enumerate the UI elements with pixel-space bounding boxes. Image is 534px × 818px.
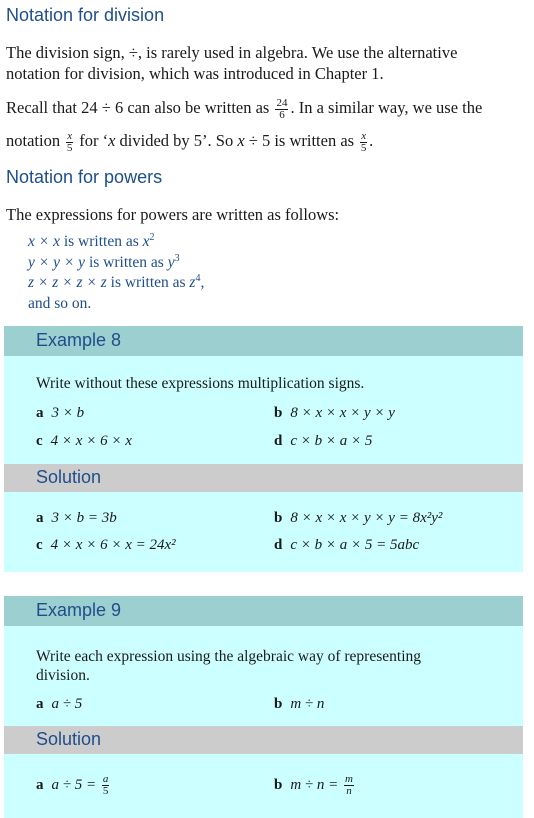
example-8-solution-body	[4, 492, 523, 572]
solution-item-b	[274, 509, 442, 527]
item-letter: a	[36, 510, 44, 526]
powers-expr: x × x	[28, 233, 60, 250]
fraction-numerator: a	[102, 773, 109, 785]
prompt-line: division.	[36, 667, 90, 684]
heading-powers: Notation for powers	[6, 167, 163, 187]
powers-expr: z × z × z × z	[28, 274, 107, 291]
example-8-body	[4, 356, 523, 464]
item-expr: 8 × x × x × y × y = 8x²y²	[290, 510, 443, 526]
fraction-x-5	[66, 131, 73, 154]
example-9-item-b	[274, 695, 324, 713]
example-9-item-a	[36, 695, 82, 713]
fraction-24-6	[275, 98, 288, 121]
powers-line	[28, 253, 204, 274]
fraction-a-5	[102, 774, 110, 797]
powers-base: z	[189, 274, 196, 291]
powers-text: is written as	[85, 253, 168, 271]
fraction-x-5	[360, 131, 367, 154]
example-9-solution-body	[4, 754, 523, 818]
solution-title: Solution	[36, 729, 102, 749]
example-9-header	[4, 596, 523, 626]
example-8-solution-header	[4, 464, 523, 492]
heading-division: Notation for division	[6, 5, 165, 25]
powers-expr: y × y × y	[28, 253, 86, 271]
item-expr: m ÷ n	[290, 696, 325, 712]
item-expr: 3 × b	[51, 405, 85, 421]
example-9-prompt	[36, 647, 421, 685]
paragraph-line: The division sign, ÷, is rarely used in algebra. We use the alternative	[6, 43, 458, 62]
solution-title: Solution	[36, 467, 102, 487]
solution-item-b	[274, 774, 356, 797]
item-expr: 8 × x × x × y × y	[290, 405, 395, 421]
solution-item-d	[274, 536, 419, 554]
item-expr: 4 × x × 6 × x = 24x²	[50, 537, 176, 553]
paragraph-text: ÷ 5 is written as	[248, 131, 355, 150]
example-8-header	[4, 326, 523, 356]
fraction-numerator: 24	[276, 96, 288, 109]
paragraph-division-3	[6, 130, 373, 154]
item-letter: c	[36, 537, 43, 553]
example-8-item-b	[274, 404, 395, 422]
example-9-body	[4, 626, 523, 726]
solution-item-c	[36, 536, 176, 554]
powers-text: is written as	[59, 233, 143, 250]
item-letter: c	[36, 433, 43, 449]
powers-line	[28, 273, 204, 294]
paragraph-division-2	[6, 97, 482, 121]
example-8-item-d	[274, 432, 372, 450]
variable-x: x	[237, 131, 245, 150]
item-letter: a	[36, 405, 44, 421]
powers-text: is written as	[106, 274, 190, 291]
item-expr: c × b × a × 5	[290, 433, 373, 449]
powers-tail: ,	[200, 274, 205, 291]
paragraph-text: for ‘	[79, 131, 109, 150]
fraction-denominator: 5	[360, 141, 367, 154]
powers-end: and so on.	[28, 294, 92, 312]
fraction-denominator: 5	[102, 785, 109, 797]
example-9-title: Example 9	[36, 600, 122, 620]
powers-intro: The expressions for powers are written as follows:	[6, 205, 340, 224]
fraction-numerator: m	[345, 773, 353, 785]
example-8-item-a	[36, 404, 84, 422]
paragraph-text: . In a similar way, we use the	[290, 98, 483, 117]
item-letter: a	[36, 696, 44, 712]
item-letter: b	[274, 405, 283, 421]
item-expr: m ÷ n =	[290, 776, 339, 793]
example-8-title: Example 8	[36, 330, 122, 350]
fraction-denominator: 5	[66, 141, 73, 154]
paragraph-division-1	[6, 42, 457, 84]
solution-item-a	[36, 774, 111, 797]
item-expr: a ÷ 5	[51, 696, 83, 712]
paragraph-line: notation for division, which was introduced in Chapter 1.	[6, 64, 384, 83]
paragraph-text: divided by 5’. So	[115, 131, 234, 150]
item-expr: a ÷ 5 =	[51, 776, 97, 793]
powers-base: x	[142, 233, 150, 250]
powers-exponent: 2	[149, 231, 155, 243]
example-9-solution-header	[4, 726, 523, 754]
item-expr: 4 × x × 6 × x	[50, 433, 132, 449]
variable-x: x	[108, 131, 116, 150]
item-letter: b	[274, 696, 283, 712]
item-letter: b	[274, 776, 283, 793]
item-letter: d	[274, 537, 283, 553]
fraction-numerator: x	[361, 129, 367, 142]
item-expr: c × b × a × 5 = 5abc	[290, 537, 420, 553]
powers-line	[28, 232, 204, 253]
item-expr: 3 × b = 3b	[51, 510, 117, 526]
fraction-denominator: n	[346, 785, 352, 797]
fraction-denominator: 6	[279, 108, 285, 121]
example-8-item-c	[36, 432, 132, 450]
item-letter: d	[274, 433, 283, 449]
prompt-line: Write each expression using the algebraic way of representing	[36, 648, 422, 665]
fraction-numerator: x	[67, 129, 73, 142]
solution-item-a	[36, 509, 117, 527]
powers-exponent: 4	[195, 272, 201, 284]
paragraph-text: Recall that 24 ÷ 6 can also be written as	[6, 98, 270, 117]
paragraph-text: .	[369, 131, 374, 150]
powers-base: y	[167, 253, 175, 271]
example-8-prompt: Write without these expressions multiplication signs.	[36, 375, 365, 392]
fraction-m-n	[344, 774, 354, 797]
paragraph-text: notation	[6, 131, 61, 150]
powers-list	[28, 232, 204, 314]
powers-exponent: 3	[174, 252, 180, 264]
item-letter: b	[274, 510, 283, 526]
item-letter: a	[36, 776, 44, 793]
